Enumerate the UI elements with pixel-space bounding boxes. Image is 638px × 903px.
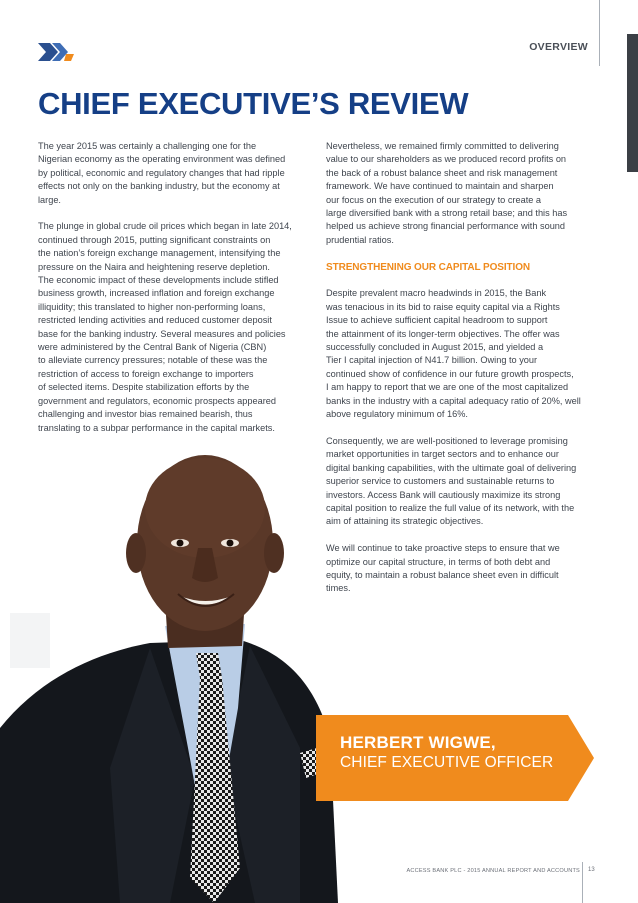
text-line: large diversified bank with a strong retail base; and this has [326, 208, 568, 219]
text-line: investors. Access Bank will cautiously maximize its strong [326, 489, 561, 500]
text-line: I am happy to report that we are one of the most capitalized [326, 382, 569, 393]
text-line: were administered by the Central Bank of Nigeria (CBN) [38, 342, 267, 353]
text-line: government and regulators, economic prospects appeared [38, 395, 276, 406]
text-line: challenging and investor bias remained bearish, thus [38, 409, 253, 420]
text-line: our focus on the execution of our strategy to create a [326, 194, 542, 205]
text-line: capital position to realize the full value of its network, with the [326, 502, 575, 513]
text-line: superior service to customers and sustainable returns to [326, 476, 555, 487]
text-line: times. [326, 583, 351, 594]
text-line: effects not only on the banking industry, but the economy at [38, 181, 280, 192]
text-line: equity, to maintain a robust balance sheet even in difficult [326, 569, 559, 580]
text-line: banks in the industry with a capital adequacy ratio of 20%, well [326, 395, 581, 406]
text-line: digital banking capabilities, with the ultimate goal of delivering [326, 462, 577, 473]
text-line: Issue to achieve sufficient capital headroom to support [326, 315, 548, 326]
section-subheading: STRENGTHENING OUR CAPITAL POSITION [326, 261, 531, 273]
text-line: by political, economic and regulatory changes that had ripple [38, 167, 285, 178]
text-line: The year 2015 was certainly a challenging one for the [38, 141, 257, 151]
text-line: business growth, increased inflation and foreign exchange [38, 288, 275, 299]
text-line: restricted lending activities and reduced customer deposit [38, 315, 272, 326]
text-line: framework. We have continued to maintain and sharpen [326, 181, 554, 192]
text-line: Nevertheless, we remained firmly committed to delivering [326, 141, 559, 151]
side-tab-marker [627, 34, 638, 172]
text-line: the back of a robust balance sheet and risk management [326, 167, 558, 178]
text-line: Despite prevalent macro headwinds in 2015, the Bank [326, 288, 547, 299]
text-line: aim of attaining its strategic objectives. [326, 516, 484, 527]
text-line: Tier I capital injection of N41.7 billion. Owing to your [326, 355, 538, 366]
text-line: The economic impact of these developments include stifled [38, 275, 279, 286]
text-line: of selected items. Despite stabilization efforts by the [38, 382, 250, 393]
text-line: the attainment of its longer-term objectives. The offer was [326, 328, 560, 339]
ceo-name: HERBERT WIGWE, [340, 733, 496, 752]
text-line: was tenacious in its bid to raise equity capital via a Rights [326, 301, 560, 312]
ceo-portrait-image [0, 448, 340, 903]
text-line: base for the banking industry. Several measures and policies [38, 328, 286, 339]
access-bank-logo-icon [38, 40, 78, 64]
left-column [38, 140, 306, 435]
paragraph-gap [326, 529, 602, 542]
text-line: pressure on the Naira and heightening reserve depletion. [38, 261, 270, 272]
text-line: the nation’s foreign exchange management, intensifying the [38, 248, 281, 259]
text-line: large. [38, 194, 61, 205]
text-line: above regulatory minimum of 16%. [326, 409, 468, 420]
text-line: successfully concluded in August 2015, and yielded a [326, 342, 544, 353]
text-line: to alleviate currency pressures; notable of these was the [38, 355, 268, 366]
text-line: translating to a subpar performance in the capital markets. [38, 422, 275, 433]
text-line: restriction of access to foreign exchange to importers [38, 368, 254, 379]
footer-divider [582, 862, 583, 903]
text-line: illiquidity; this translated to higher non-performing loans, [38, 301, 266, 312]
text-line: continued through 2015, putting significant constraints on [38, 234, 271, 245]
text-line: prudential ratios. [326, 234, 394, 245]
text-line: Nigerian economy as the operating environment was defined [38, 154, 286, 165]
paragraph-gap [38, 207, 306, 220]
text-line: optimize our capital structure, in terms of both debt and [326, 556, 551, 567]
text-line: value to our shareholders as we produced record profits on [326, 154, 567, 165]
banner-text [340, 733, 553, 773]
header-divider [599, 0, 600, 66]
page-number: 13 [588, 867, 595, 873]
text-line: Consequently, we are well-positioned to leverage promising [326, 435, 568, 446]
text-line: We will continue to take proactive steps to ensure that we [326, 543, 560, 554]
page-title: CHIEF EXECUTIVE’S REVIEW [38, 86, 469, 121]
paragraph-gap [326, 274, 602, 287]
right-column [326, 140, 602, 596]
ceo-role: CHIEF EXECUTIVE OFFICER [340, 754, 554, 771]
text-line: The plunge in global crude oil prices which began in late 2014, [38, 221, 292, 232]
text-line: helped us achieve strong financial performance with sound [326, 221, 566, 232]
paragraph-gap [326, 422, 602, 435]
text-line: market opportunities in target sectors and to enhance our [326, 449, 559, 460]
paragraph-gap [326, 247, 602, 260]
section-label: OVERVIEW [529, 41, 588, 53]
text-line: continued show of confidence in our future growth prospects, [326, 368, 574, 379]
footer-report-title: ACCESS BANK PLC - 2015 ANNUAL REPORT AND ACCOUNTS [406, 868, 580, 874]
